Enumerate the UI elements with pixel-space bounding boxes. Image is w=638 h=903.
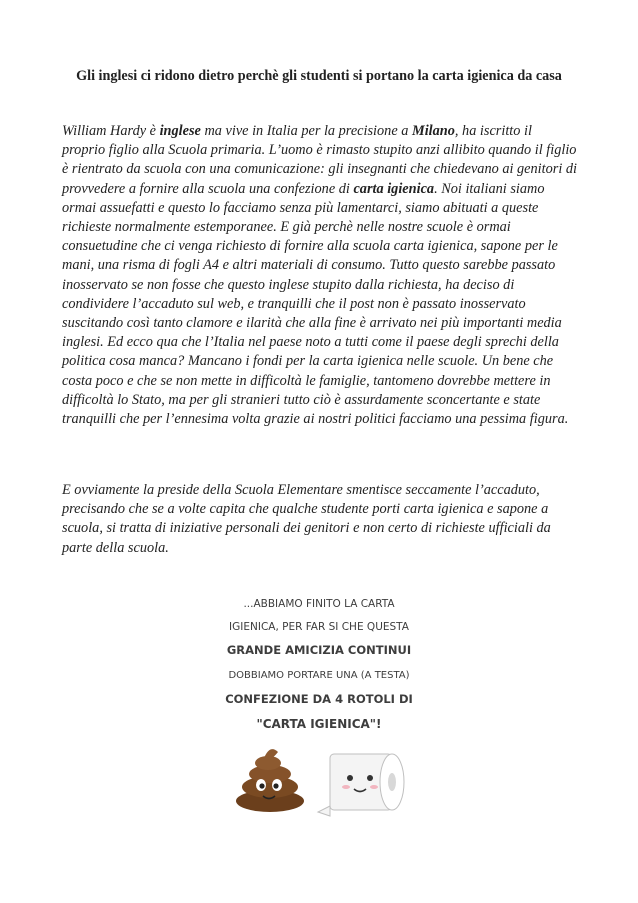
meme-text-line: IGIENICA, PER FAR SI CHE QUESTA [229,621,409,633]
text-run: , ha iscritto il proprio figlio alla Scuola primaria. L’uomo è rimasto stupito anzi allibito quando il figlio è rientrato da scuola con una comunicazione: gli insegnanti che chiedevano ai genitori di provvedere a fornire alla scuola una confezione di [62,123,577,197]
text-run: . Noi italiani siamo ormai assuefatti e questo lo facciamo senza più lamentarci, siamo abituati a queste richieste normalmente estemporanee. E già perchè nelle nostre scuole è ormai consuetudine che ci venga richiesto di fornire alla scuola carta igienica, sapone per le mani, una risma di fogli A4 e altri materiali di consumo. Tutto questo sarebbe passato inosservato se non fosse che questo inglese stupito dalla richiesta, ha deciso di condividere l’accaduto sul web, e tranquilli che il post non è passato inosservato suscitando così tanto clamore e ilarità che alla fine è arrivato nei più importanti media inglesi. Ed ecco qua che l’Italia nel paese noto a tutti come il paese degli sprechi della politica cosa manca? Mancano i fondi per la carta igienica nelle scuole. Un bene che costa poco e che se non mette in difficoltà le famiglie, tantomeno dovrebbe mettere in difficoltà lo Stato, ma per gli stranieri tutto ciò è assurdamente sconcertante e state tranquilli che per l’ennesima volta grazie ai nostri politici facciamo una pessima figura. [62,180,569,428]
bold-term: carta igienica [353,180,435,197]
bold-term: Milano [411,123,455,139]
bold-term: inglese [159,123,201,139]
meme-text-line: ...ABBIAMO FINITO LA CARTA [243,598,395,610]
toilet-paper-icon [318,754,404,816]
article-paragraph-1 [62,122,577,429]
text-run: William Hardy è [62,123,160,139]
text-run: ma vive in Italia per la precisione a [200,123,412,139]
poop-emoji-icon [236,749,304,812]
meme-illustration [218,576,421,825]
meme-text-line: GRANDE AMICIZIA CONTINUI [226,643,412,657]
meme-image [218,576,421,825]
meme-text-line: CONFEZIONE DA 4 ROTOLI DI [225,692,413,706]
meme-text-line: DOBBIAMO PORTARE UNA (A TESTA) [228,670,410,681]
article-paragraph-2: E ovviamente la preside della Scuola Elementare smentisce seccamente l’accaduto, precisando che se a volte capita che qualche studente porti carta igienica e sapone a scuola, si tratta di iniziative personali dei genitori e non certo di richieste ufficiali da parte della scuola. [62,482,551,556]
meme-text-line: "CARTA IGIENICA"! [256,717,382,731]
article-title: Gli inglesi ci ridono dietro perchè gli studenti si portano la carta igienica da casa [76,68,562,84]
